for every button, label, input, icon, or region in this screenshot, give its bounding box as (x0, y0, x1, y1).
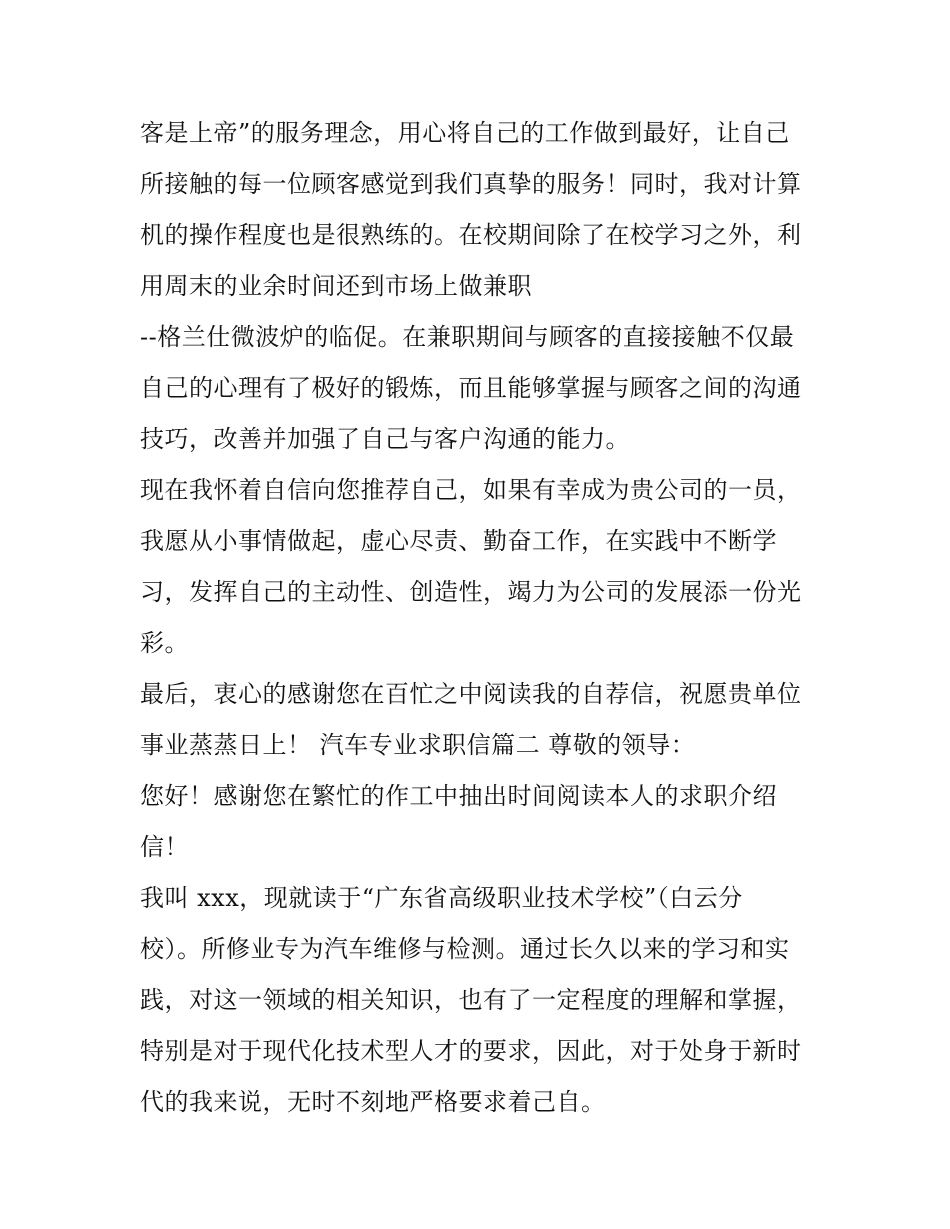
text-line: 用周末的业余时间还到市场上做兼职 (140, 272, 532, 300)
text-line: 习，发挥自己的主动性、创造性，竭力为公司的发展添一份光 (140, 578, 802, 606)
text-line: 所接触的每一位顾客感觉到我们真挚的服务！同时，我对计算 (140, 170, 802, 198)
text-line: 我叫 xxx，现就读于“广东省高级职业技术学校”（白云分 (140, 884, 743, 912)
text-line: --格兰仕微波炉的临促。在兼职期间与顾客的直接接触不仅最 (140, 323, 795, 351)
text-line: 最后，衷心的感谢您在百忙之中阅读我的自荐信，祝愿贵单位 (140, 680, 802, 708)
text-line: 践，对这一领域的相关知识，也有了一定程度的理解和掌握， (140, 986, 802, 1014)
text-line: 现在我怀着自信向您推荐自己，如果有幸成为贵公司的一员， (140, 476, 802, 504)
text-line: 自己的心理有了极好的锻炼，而且能够掌握与顾客之间的沟通 (140, 374, 802, 402)
text-line: 您好！感谢您在繁忙的作工中抽出时间阅读本人的求职介绍 (140, 782, 777, 810)
text-line: 彩。 (140, 629, 189, 657)
text-line: 信！ (140, 833, 189, 861)
text-line: 校）。所修业专为汽车维修与检测。通过长久以来的学习和实 (140, 935, 790, 963)
text-line: 事业蒸蒸日上！ 汽车专业求职信篇二 尊敬的领导： (140, 731, 696, 759)
text-line: 我愿从小事情做起，虚心尽责、勤奋工作，在实践中不断学 (140, 527, 777, 555)
text-line: 机的操作程度也是很熟练的。在校期间除了在校学习之外，利 (140, 221, 802, 249)
text-line: 特别是对于现代化技术型人才的要求，因此，对于处身于新时 (140, 1037, 802, 1065)
text-line: 技巧，改善并加强了自己与客户沟通的能力。 (140, 425, 630, 453)
document-body (140, 108, 820, 1128)
text-line: 客是上帝”的服务理念，用心将自己的工作做到最好，让自己 (140, 119, 790, 147)
text-line: 代的我来说，无时不刻地严格要求着己自。 (140, 1088, 606, 1116)
